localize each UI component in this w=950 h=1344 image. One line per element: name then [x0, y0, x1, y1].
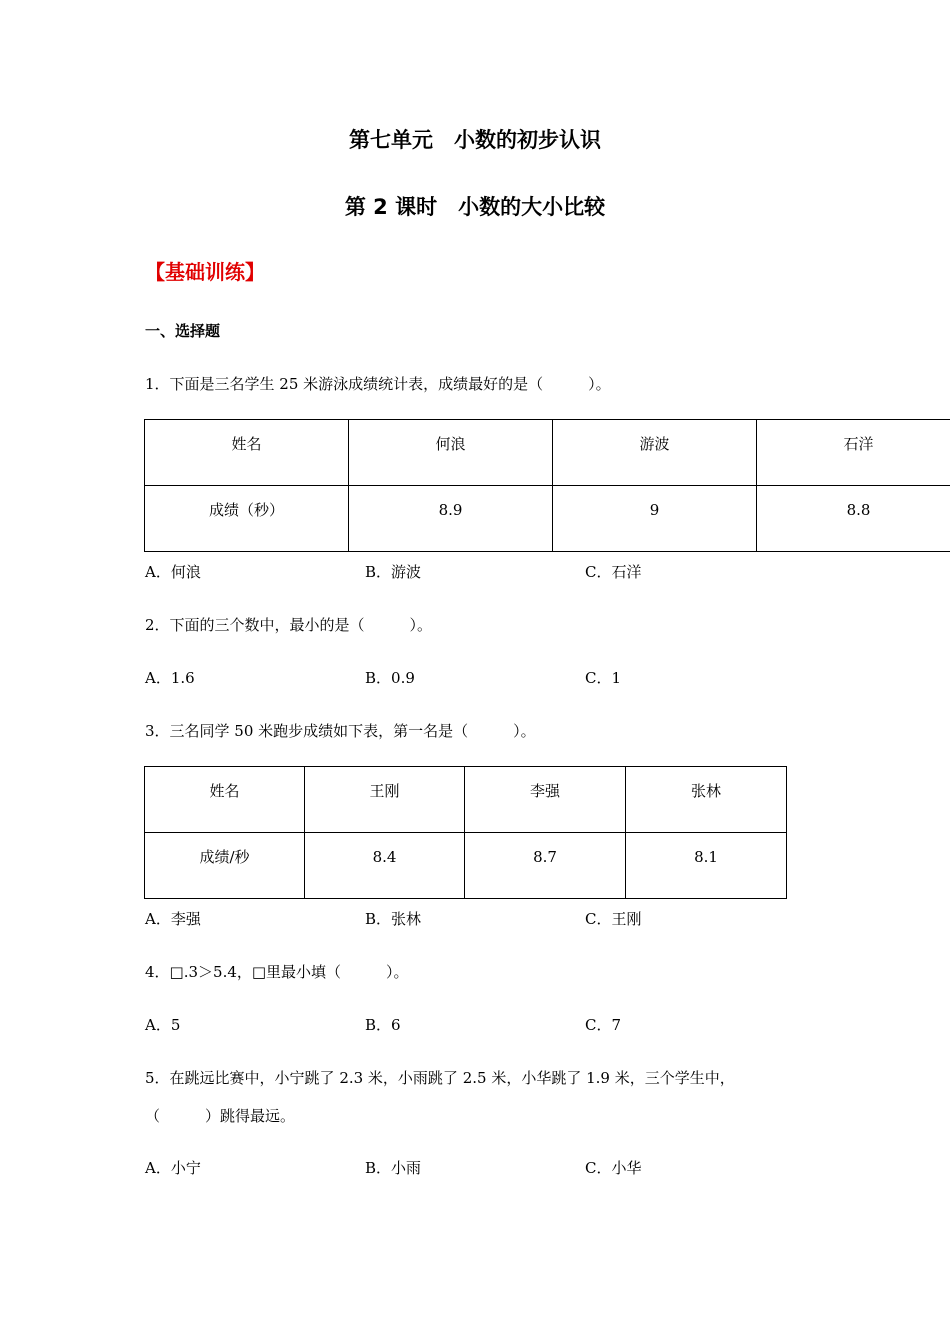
question-1-table [144, 419, 950, 552]
question-3-option-c: C．王刚 [585, 910, 642, 928]
question-2-option-b: B．0.9 [365, 669, 415, 687]
table-row [145, 486, 950, 552]
lesson-title: 第 2 课时 小数的大小比较 [344, 195, 606, 219]
question-4-stem: 4．□.3＞5.4，□里最小填（ ）。 [145, 963, 409, 981]
question-2-option-a: A．1.6 [145, 669, 195, 687]
question-4-option-a: A．5 [145, 1016, 181, 1034]
table-cell: 姓名 [145, 767, 305, 833]
section-label: 【基础训练】 [145, 260, 265, 284]
table-row [145, 420, 950, 486]
table-cell: 8.1 [626, 833, 787, 899]
table-row [145, 833, 787, 899]
question-5-stem-line2: （ ）跳得最远。 [145, 1107, 296, 1125]
question-3-stem: 3．三名同学 50 米跑步成绩如下表，第一名是（ ）。 [145, 722, 536, 740]
question-1-stem: 1．下面是三名学生 25 米游泳成绩统计表，成绩最好的是（ ）。 [145, 375, 611, 393]
table-cell: 8.8 [757, 486, 950, 552]
question-2-option-c: C．1 [585, 669, 622, 687]
table-cell: 成绩（秒） [145, 486, 349, 552]
table-cell: 游波 [553, 420, 757, 486]
table-cell: 9 [553, 486, 757, 552]
unit-title: 第七单元 小数的初步认识 [349, 128, 601, 152]
table-cell: 8.4 [305, 833, 465, 899]
part-heading: 一、选择题 [145, 322, 221, 340]
question-1-option-a: A．何浪 [145, 563, 201, 581]
question-2-stem: 2．下面的三个数中，最小的是（ ）。 [145, 616, 433, 634]
question-1-option-b: B．游波 [365, 563, 422, 581]
question-1-option-c: C．石洋 [585, 563, 642, 581]
table-cell: 张林 [626, 767, 787, 833]
question-5-stem-line1: 5．在跳远比赛中，小宁跳了 2.3 米，小雨跳了 2.5 米，小华跳了 1.9 米，三个学生中， [145, 1069, 735, 1087]
table-cell: 姓名 [145, 420, 349, 486]
table-row [145, 767, 787, 833]
table-cell: 成绩/秒 [145, 833, 305, 899]
table-cell: 王刚 [305, 767, 465, 833]
question-4-option-b: B．6 [365, 1016, 401, 1034]
table-cell: 8.9 [349, 486, 553, 552]
table-cell: 8.7 [465, 833, 626, 899]
question-5-option-c: C．小华 [585, 1159, 642, 1177]
table-cell: 李强 [465, 767, 626, 833]
question-4-option-c: C．7 [585, 1016, 622, 1034]
table-cell: 何浪 [349, 420, 553, 486]
table-cell: 石洋 [757, 420, 950, 486]
question-5-option-a: A．小宁 [145, 1159, 201, 1177]
question-5-option-b: B．小雨 [365, 1159, 422, 1177]
question-3-option-a: A．李强 [145, 910, 201, 928]
question-3-table [144, 766, 787, 899]
question-3-option-b: B．张林 [365, 910, 422, 928]
